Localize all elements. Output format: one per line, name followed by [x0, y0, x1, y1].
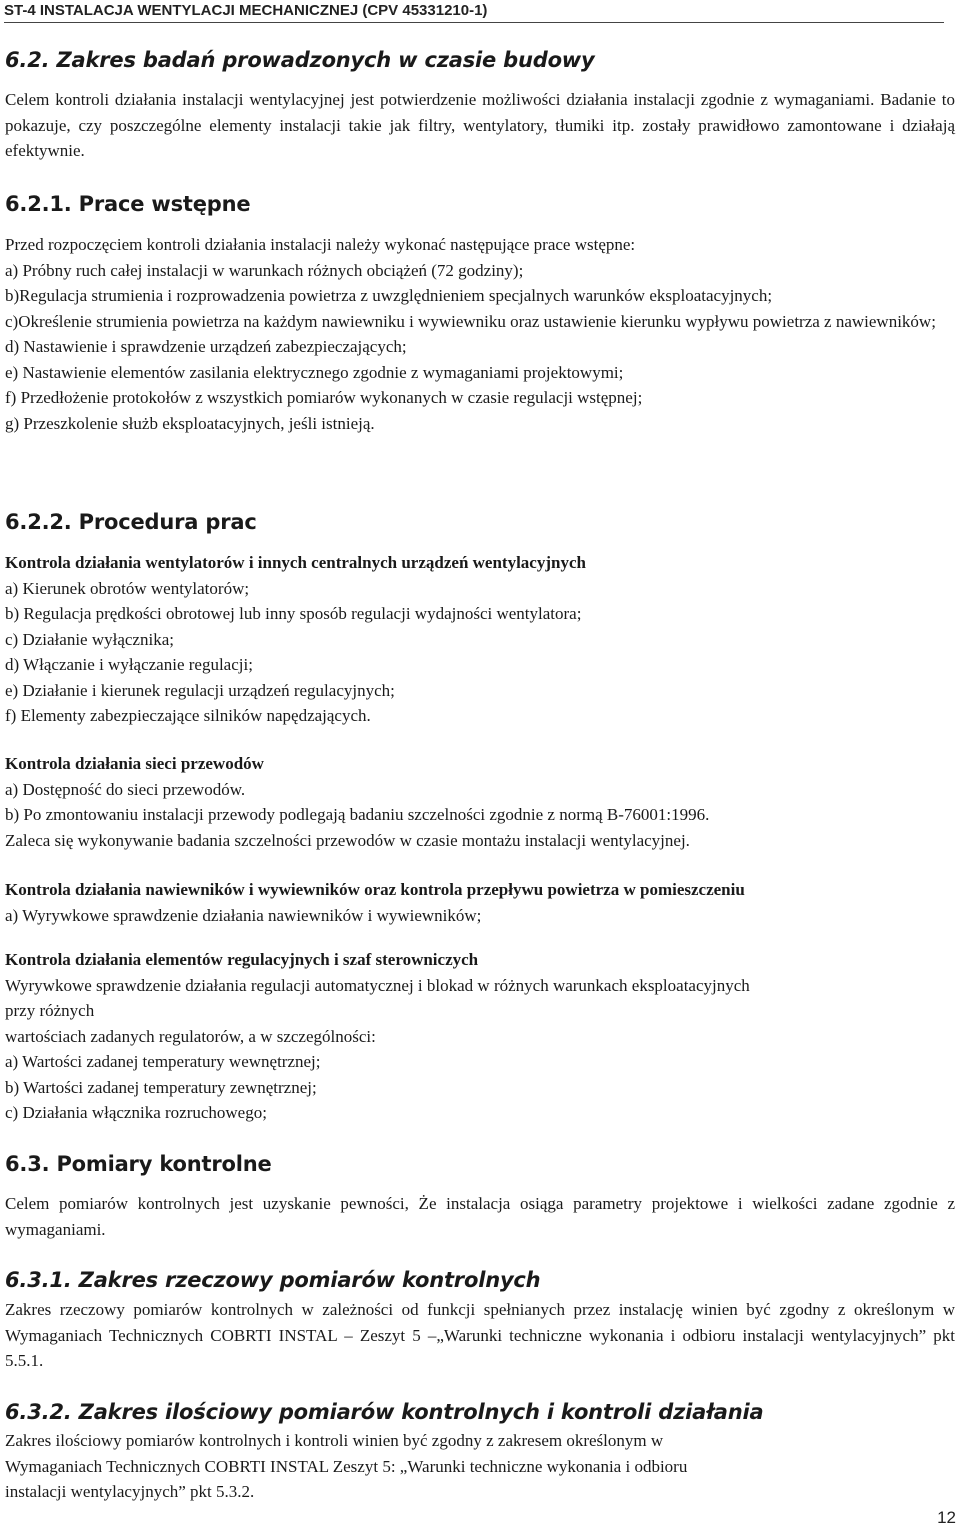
text-line: Zakres ilościowy pomiarów kontrolnych i kontroli winien być zgodny z zakresem określonym w [5, 1431, 664, 1450]
group-diffusers [5, 877, 955, 928]
text-line: Wymaganiach Technicznych COBRTI INSTAL Zeszyt 5: „Warunki techniczne wykonania i odbioru [5, 1456, 688, 1476]
section-heading-6-3: 6.3. Pomiary kontrolne [5, 1152, 272, 1176]
list-item: g) Przeszkolenie służb eksploatacyjnych, jeśli istnieją. [5, 413, 375, 433]
group-controls [5, 947, 955, 1126]
page-header: ST-4 INSTALACJA WENTYLACJI MECHANICZNEJ (CPV 45331210-1) [4, 2, 944, 23]
section-6-3-body: Celem pomiarów kontrolnych jest uzyskanie pewności, Że instalacja osiąga parametry projektowe i wielkości zadane zgodnie z wymaganiami. [5, 1194, 955, 1239]
section-6-3-2-body [5, 1428, 955, 1505]
list-item: c) Działanie wyłącznika; [5, 629, 174, 649]
section-6-2-body: Celem kontroli działania instalacji wentylacyjnej jest potwierdzenie możliwości działania instalacji zgodnie z wymaganiami. Badanie to pokazuje, czy poszczególne elementy instalacji takie jak filtry, wentylatory, tłumiki itp. zostały prawidłowo zamontowane i działają efektywnie. [5, 90, 955, 160]
list-item: b) Regulacja prędkości obrotowej lub inny sposób regulacji wydajności wentylatora; [5, 604, 582, 623]
section-heading-6-2-1: 6.2.1. Prace wstępne [5, 192, 251, 216]
section-6-3-1-body: Zakres rzeczowy pomiarów kontrolnych w zależności od funkcji spełnianych przez instalację winien być zgodny z określonym w Wymaganiach Technicznych COBRTI INSTAL – Zeszyt 5 –„Warunki techniczne wykonania i odbioru instalacji wentylacyjnych” pkt 5.5.1. [5, 1300, 955, 1370]
group-ducts [5, 751, 955, 853]
list-item: e) Działanie i kierunek regulacji urządzeń regulacyjnych; [5, 680, 395, 700]
section-heading-6-2-2: 6.2.2. Procedura prac [5, 510, 257, 534]
group-title: Kontrola działania nawiewników i wywiewników oraz kontrola przepływu powietrza w pomieszczeniu [5, 880, 745, 899]
list-item: a) Dostępność do sieci przewodów. [5, 779, 246, 799]
list-item: a) Wyrywkowe sprawdzenie działania nawiewników i wywiewników; [5, 905, 482, 925]
list-item: a) Próbny ruch całej instalacji w warunkach różnych obciążeń (72 godziny); [5, 260, 524, 280]
list-item: e) Nastawienie elementów zasilania elektrycznego zgodnie z wymaganiami projektowymi; [5, 362, 624, 382]
list-item: a) Kierunek obrotów wentylatorów; [5, 578, 250, 598]
group-title: Kontrola działania sieci przewodów [5, 754, 264, 773]
list-item: b) Po zmontowaniu instalacji przewody podlegają badaniu szczelności zgodnie z normą B-76001:1996. [5, 805, 710, 824]
list-item: Zaleca się wykonywanie badania szczelności przewodów w czasie montażu instalacji wentylacyjnej. [5, 830, 690, 850]
group-title: Kontrola działania elementów regulacyjnych i szaf sterowniczych [5, 950, 479, 969]
text-line: wartościach zadanych regulatorów, a w szczególności: [5, 1026, 376, 1046]
list-item: b)Regulacja strumienia i rozprowadzenia powietrza z uwzględnieniem specjalnych warunków eksploatacyjnych; [5, 286, 773, 305]
section-6-2-1-content [5, 232, 955, 436]
list-item: f) Przedłożenie protokołów z wszystkich pomiarów wykonanych w czasie regulacji wstępnej; [5, 388, 643, 407]
list-item: c)Określenie strumienia powietrza na każdym nawiewniku i wywiewniku oraz ustawienie kierunku wypływu powietrza z nawiewników; [5, 311, 936, 331]
list-item: b) Wartości zadanej temperatury zewnętrznej; [5, 1077, 317, 1097]
list-item: d) Włączanie i wyłączanie regulacji; [5, 655, 253, 674]
text-line: Wyrywkowe sprawdzenie działania regulacji automatycznej i blokad w różnych warunkach eksploatacyjnych [5, 975, 750, 995]
list-item: c) Działania włącznika rozruchowego; [5, 1103, 267, 1122]
list-item: f) Elementy zabezpieczające silników napędzających. [5, 706, 371, 725]
group-title: Kontrola działania wentylatorów i innych centralnych urządzeń wentylacyjnych [5, 553, 586, 572]
text-line: instalacji wentylacyjnych” pkt 5.3.2. [5, 1482, 255, 1501]
section-heading-6-3-2: 6.3.2. Zakres ilościowy pomiarów kontrolnych i kontroli działania [5, 1400, 764, 1424]
list-item: d) Nastawienie i sprawdzenie urządzeń zabezpieczających; [5, 337, 407, 356]
intro-text: Przed rozpoczęciem kontroli działania instalacji należy wykonać następujące prace wstępne: [5, 235, 636, 254]
text-line: przy różnych [5, 1001, 95, 1020]
group-fans [5, 550, 955, 729]
list-item: a) Wartości zadanej temperatury wewnętrznej; [5, 1052, 321, 1071]
section-heading-6-2: 6.2. Zakres badań prowadzonych w czasie budowy [5, 48, 595, 72]
section-heading-6-3-1: 6.3.1. Zakres rzeczowy pomiarów kontrolnych [5, 1268, 541, 1292]
page-number: 12 [937, 1508, 956, 1527]
